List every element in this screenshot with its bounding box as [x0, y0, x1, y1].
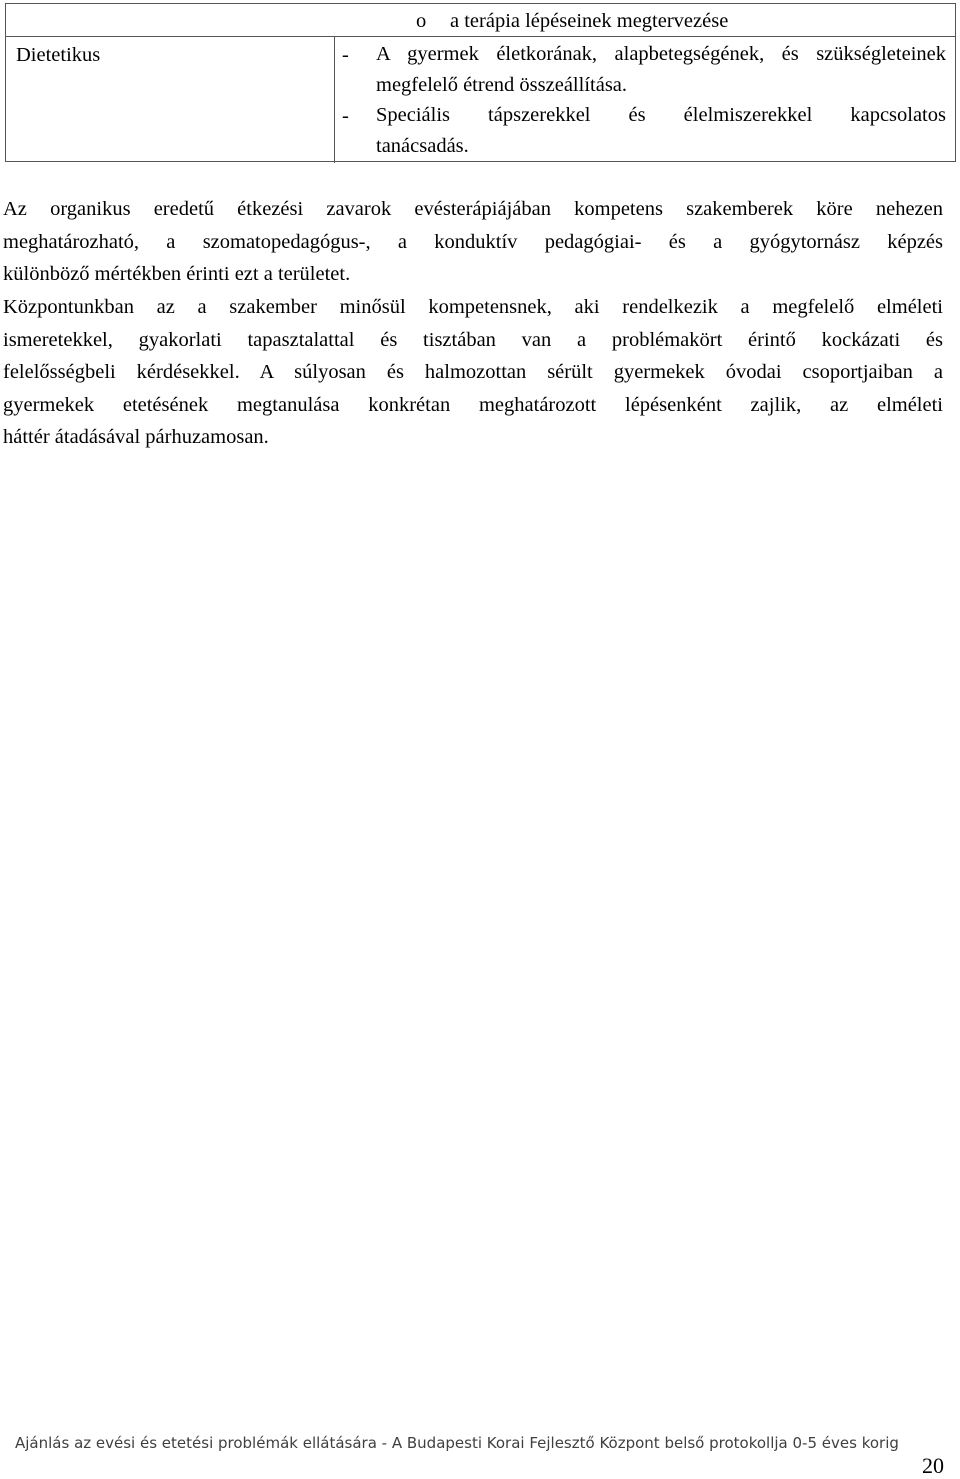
paragraph-competence-intro [3, 193, 943, 291]
paragraph-line: Az organikus eredetű étkezési zavarok evésterápiájában kompetens szakemberek köre nehezen [3, 198, 943, 220]
role-label: Dietetikus [16, 44, 101, 66]
table-column-divider [334, 36, 335, 163]
item-dash-marker: - [342, 44, 349, 66]
page-number: 20 [922, 1453, 944, 1478]
paragraph-line: különböző mértékben érinti ezt a területet. [3, 263, 351, 285]
content-table [5, 3, 956, 162]
bullet-marker-o: o [416, 10, 427, 32]
item-line-2: tanácsadás. [376, 135, 469, 157]
paragraph-line: háttér átadásával párhuzamosan. [3, 426, 269, 448]
item-line-1: Speciális tápszerekkel és élelmiszerekkel kapcsolatos [376, 104, 946, 126]
table-row-divider [6, 36, 955, 37]
item-line-2: megfelelő étrend összeállítása. [376, 74, 628, 96]
paragraph-competence-center [3, 291, 943, 454]
therapy-planning-text: a terápia lépéseinek megtervezése [450, 10, 729, 32]
paragraph-line: felelősségbeli kérdésekkel. A súlyosan és halmozottan sérült gyermekek óvodai csoportjaiban a [3, 361, 943, 383]
paragraph-line: meghatározható, a szomatopedagógus-, a konduktív pedagógiai- és a gyógytornász képzés [3, 230, 943, 253]
paragraph-line: Központunkban az a szakember minősül kompetensnek, aki rendelkezik a megfelelő elméleti [3, 296, 943, 318]
footer-title: Ajánlás az evési és etetési problémák ellátására - A Budapesti Korai Fejlesztő Központ belső protokollja 0-5 éves korig [15, 1434, 899, 1452]
item-line-1: A gyermek életkorának, alapbetegségének, és szükségleteinek [376, 43, 946, 65]
paragraph-line: ismeretekkel, gyakorlati tapasztalattal és tisztában van a problémakört érintő kockázati és [3, 328, 943, 351]
paragraph-line: gyermekek etetésének megtanulása konkrétan meghatározott lépésenként zajlik, az elméleti [3, 393, 943, 416]
item-dash-marker: - [342, 105, 349, 127]
